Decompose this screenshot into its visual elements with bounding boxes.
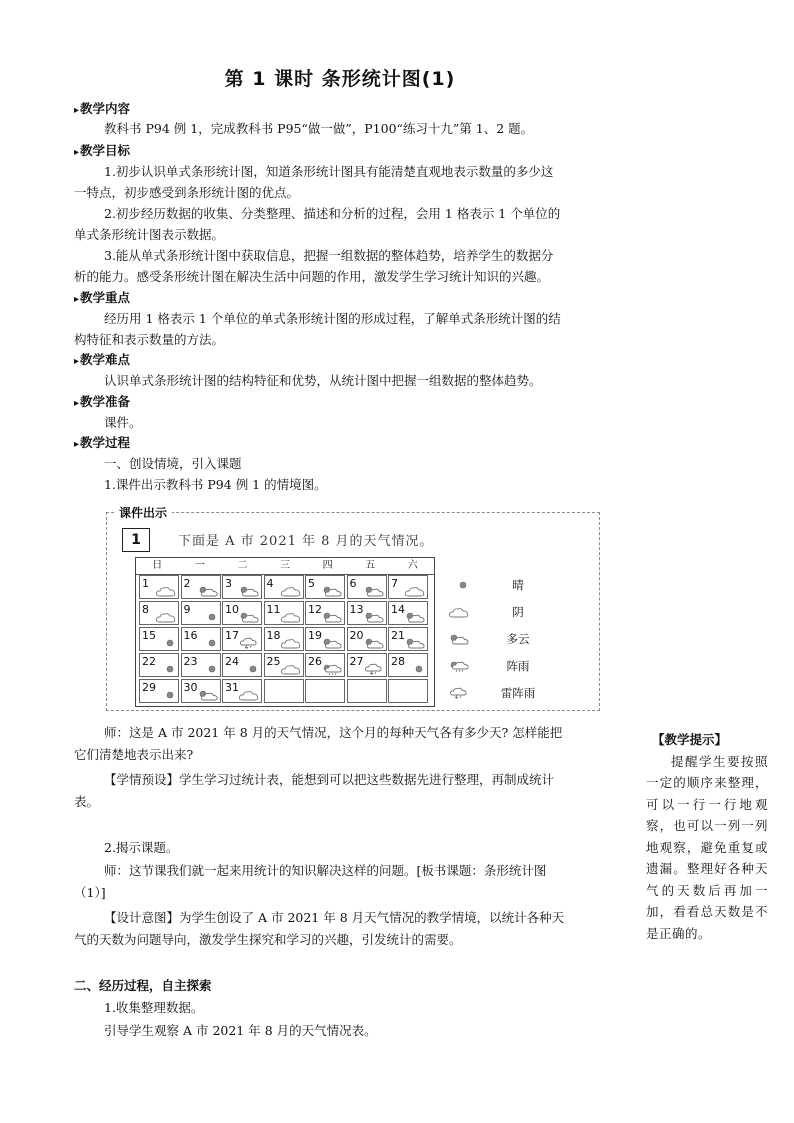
calendar-cell xyxy=(347,601,387,625)
day-number: 20 xyxy=(349,629,364,642)
cloudy-icon xyxy=(238,687,260,701)
design-line-1: 【设计意图】为学生创设了 A 市 2021 年 8 月天气情况的教学情境，以统计各种天 xyxy=(104,910,565,925)
legend-label: 阵雨 xyxy=(506,659,530,673)
weekday-label: 六 xyxy=(407,560,418,571)
cloudy-icon xyxy=(280,661,302,675)
day-number: 9 xyxy=(183,603,191,616)
process-step-1-2: 2.揭示课题。 xyxy=(104,840,179,855)
partly-icon xyxy=(363,583,385,597)
partly-icon xyxy=(321,583,343,597)
goal-3-line-1: 3.能从单式条形统计图中获取信息，把握一组数据的整体趋势，培养学生的数据分 xyxy=(104,248,554,263)
legend-item xyxy=(448,602,578,626)
sunny-icon xyxy=(155,661,177,675)
partly-icon xyxy=(404,609,426,623)
legend-label: 阴 xyxy=(512,605,524,619)
cloudy-icon xyxy=(280,609,302,623)
legend-label: 多云 xyxy=(506,632,530,646)
design-line-2: 气的天数为问题导向，激发学生探究和学习的兴趣，引发统计的需要。 xyxy=(74,932,462,947)
calendar-cell xyxy=(181,627,221,651)
goal-1-line-1: 1.初步认识单式条形统计图，知道条形统计图具有能清楚直观地表示数量的多少这 xyxy=(104,164,554,179)
calendar-cell xyxy=(181,575,221,599)
day-number: 10 xyxy=(225,603,239,616)
teacher-question-line-1: 师：这是 A 市 2021 年 8 月的天气情况，这个月的每种天气各有多少天? 怎样能把 xyxy=(104,725,563,740)
content-text: 教科书 P94 例 1，完成教科书 P95“做一做”，P100“练习十九”第 1、2 题。 xyxy=(104,121,534,136)
sunny-icon xyxy=(155,687,177,701)
calendar-cell xyxy=(139,627,179,651)
calendar-cell xyxy=(181,601,221,625)
calendar-cell xyxy=(264,601,304,625)
weekday-label: 二 xyxy=(237,560,248,571)
thunder-icon xyxy=(238,635,260,649)
thunder-icon xyxy=(448,685,470,701)
weekday-label: 一 xyxy=(194,560,205,571)
calendar-cell xyxy=(305,575,345,599)
partly-icon xyxy=(238,583,260,597)
process-step-1-1: 1.课件出示教科书 P94 例 1 的情境图。 xyxy=(104,477,327,492)
teaching-tip-body: 提醒学生要按照一定的顺序来整理，可以一行一行地观察，也可以一列一列地观察，避免重复或遗漏。整理好各种天气的天数后再加一加，看看总天数是不是正确的。 xyxy=(646,753,768,941)
weekday-label: 五 xyxy=(365,560,376,571)
weekday-label: 三 xyxy=(280,560,291,571)
day-number: 15 xyxy=(142,629,156,642)
calendar-cell xyxy=(222,627,262,651)
calendar-cell xyxy=(305,679,345,703)
calendar-cell xyxy=(305,653,345,677)
shower-icon xyxy=(448,658,470,674)
day-number: 5 xyxy=(308,577,315,590)
calendar-cell xyxy=(388,575,428,599)
cloudy-icon xyxy=(280,635,302,649)
day-number: 19 xyxy=(308,629,322,642)
cloudy-icon xyxy=(280,583,302,597)
cloudy-icon xyxy=(155,609,177,623)
goal-1-line-2: 一特点，初步感受到条形统计图的优点。 xyxy=(74,185,300,200)
calendar-cell xyxy=(388,601,428,625)
sunny-icon xyxy=(404,661,426,675)
weekday-header xyxy=(136,558,434,575)
calendar-cell xyxy=(222,679,262,703)
day-number: 21 xyxy=(391,629,405,642)
legend-item xyxy=(448,683,578,707)
partly-icon xyxy=(238,609,260,623)
partly-icon xyxy=(197,583,219,597)
day-number: 14 xyxy=(391,603,405,616)
heading-goals: ▸ 教学目标 xyxy=(74,141,130,163)
calendar-cell xyxy=(139,575,179,599)
preset-line-2: 表。 xyxy=(74,794,100,809)
calendar-cell xyxy=(264,653,304,677)
weekday-label: 四 xyxy=(322,560,333,571)
day-number: 27 xyxy=(349,655,364,668)
preset-line-1: 【学情预设】学生学习过统计表，能想到可以把这些数据先进行整理，再制成统计 xyxy=(104,772,555,787)
teaching-tip-sidebar xyxy=(646,729,768,944)
calendar-cell xyxy=(305,627,345,651)
legend-label: 雷阵雨 xyxy=(500,686,536,700)
sunny-icon xyxy=(238,661,260,675)
prep-text: 课件。 xyxy=(104,415,142,430)
day-number: 18 xyxy=(266,629,281,642)
goal-2-line-1: 2.初步经历数据的收集、分类整理、描述和分析的过程，会用 1 格表示 1 个单位的 xyxy=(104,206,561,221)
day-number: 29 xyxy=(142,681,156,694)
day-number: 30 xyxy=(183,681,198,694)
day-number: 25 xyxy=(266,655,281,668)
day-number: 16 xyxy=(183,629,198,642)
calendar-cell xyxy=(388,627,428,651)
day-number: 17 xyxy=(225,629,239,642)
calendar-cell xyxy=(305,601,345,625)
day-number: 2 xyxy=(183,577,191,590)
legend-label: 晴 xyxy=(512,578,524,592)
weekday-label: 日 xyxy=(152,560,163,571)
process-step-1: 一、创设情境，引入课题 xyxy=(104,456,242,471)
partly-icon xyxy=(321,635,343,649)
calendar-cell xyxy=(264,679,304,703)
goal-2-line-2: 单式条形统计图表示数据。 xyxy=(74,227,225,242)
calendar-cell xyxy=(222,601,262,625)
calendar-cell xyxy=(388,653,428,677)
heading-prep: ▸ 教学准备 xyxy=(74,392,130,414)
legend-item xyxy=(448,629,578,653)
calendar-cell xyxy=(347,679,387,703)
day-number: 12 xyxy=(308,603,322,616)
calendar-cell xyxy=(264,627,304,651)
calendar-cell xyxy=(139,601,179,625)
teacher-question-line-2: 它们清楚地表示出来? xyxy=(74,747,194,762)
calendar-cell xyxy=(264,575,304,599)
partly-icon xyxy=(363,635,385,649)
process-step-2: 二、经历过程，自主探索 xyxy=(74,978,212,993)
calendar-cell xyxy=(388,679,428,703)
thunder-icon xyxy=(363,661,385,675)
calendar-cell xyxy=(347,575,387,599)
day-number: 24 xyxy=(225,655,239,668)
sunny-icon xyxy=(197,635,219,649)
day-number: 28 xyxy=(391,655,405,668)
day-number: 1 xyxy=(142,577,149,590)
calendar-cell xyxy=(181,653,221,677)
teacher-topic-line-1: 师：这节课我们就一起来用统计的知识解决这样的问题。[板书课题：条形统计图 xyxy=(104,863,547,878)
day-number: 31 xyxy=(225,681,239,694)
observe-text: 引导学生观察 A 市 2021 年 8 月的天气情况表。 xyxy=(104,1023,377,1038)
heading-key: ▸ 教学重点 xyxy=(74,288,130,310)
example-text: 下面是 A 市 2021 年 8 月的天气情况。 xyxy=(178,534,434,549)
day-number: 8 xyxy=(142,603,149,616)
heading-content: ▸ 教学内容 xyxy=(74,99,130,121)
teacher-topic-line-2: （1）] xyxy=(74,885,106,900)
shower-icon xyxy=(321,661,343,675)
day-number: 22 xyxy=(142,655,156,668)
sunny-icon xyxy=(448,577,470,593)
sunny-icon xyxy=(155,635,177,649)
partly-icon xyxy=(448,631,470,647)
weather-calendar xyxy=(135,557,435,707)
cloudy-icon xyxy=(155,583,177,597)
partly-icon xyxy=(321,609,343,623)
day-number: 4 xyxy=(266,577,274,590)
day-number: 3 xyxy=(225,577,232,590)
callout-tag: 课件出示 xyxy=(114,504,172,521)
goal-3-line-2: 析的能力。感受条形统计图在解决生活中问题的作用，激发学生学习统计知识的兴趣。 xyxy=(74,269,550,284)
calendar-cell xyxy=(347,653,387,677)
legend-item xyxy=(448,575,578,599)
cloudy-icon xyxy=(404,583,426,597)
day-number: 13 xyxy=(349,603,364,616)
calendar-cell xyxy=(222,653,262,677)
day-number: 7 xyxy=(391,577,398,590)
partly-icon xyxy=(363,609,385,623)
heading-difficulty: ▸ 教学难点 xyxy=(74,350,130,372)
cloudy-icon xyxy=(448,604,470,620)
partly-icon xyxy=(197,687,219,701)
legend-item xyxy=(448,656,578,680)
calendar-cell xyxy=(139,679,179,703)
day-number: 11 xyxy=(266,603,281,616)
day-number: 23 xyxy=(183,655,198,668)
page-title: 第 1 课时 条形统计图(1) xyxy=(224,68,456,90)
calendar-cell xyxy=(347,627,387,651)
calendar-cell xyxy=(181,679,221,703)
partly-icon xyxy=(404,635,426,649)
key-line-2: 构特征和表示数量的方法。 xyxy=(74,332,225,347)
difficulty-text: 认识单式条形统计图的结构特征和优势，从统计图中把握一组数据的整体趋势。 xyxy=(104,373,542,388)
example-number: 1 xyxy=(122,528,150,552)
heading-process: ▸ 教学过程 xyxy=(74,433,130,455)
sunny-icon xyxy=(197,661,219,675)
sunny-icon xyxy=(197,609,219,623)
teaching-tip-heading: 【教学提示】 xyxy=(652,732,728,747)
day-number: 6 xyxy=(349,577,357,590)
key-line-1: 经历用 1 格表示 1 个单位的单式条形统计图的形成过程，了解单式条形统计图的结 xyxy=(104,311,561,326)
calendar-cell xyxy=(139,653,179,677)
day-number: 26 xyxy=(308,655,322,668)
calendar-cell xyxy=(222,575,262,599)
process-step-2-1: 1.收集整理数据。 xyxy=(104,1000,204,1015)
